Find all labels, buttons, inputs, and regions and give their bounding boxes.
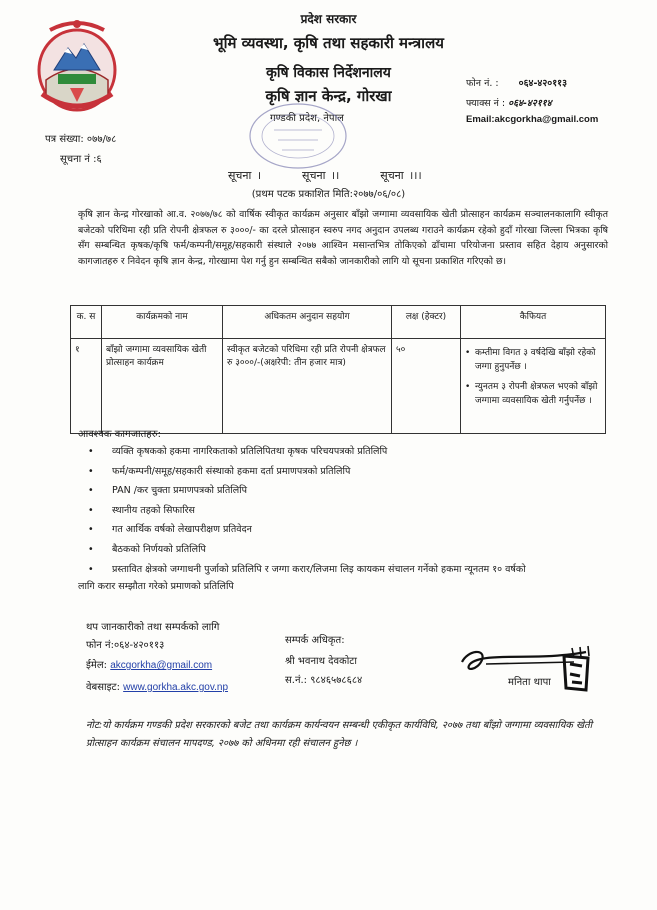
officer-name: श्री भवनाथ देवकोटा <box>285 656 357 667</box>
website-label: वेबसाइट: <box>86 682 120 693</box>
programme-table <box>70 305 606 434</box>
col-header-grant: अधिकतम अनुदान सहयोग <box>223 306 392 339</box>
list-item: • PAN /कर चुक्ता प्रमाणपत्रको प्रतिलिपि <box>88 481 608 501</box>
more-info-title: थप जानकारीको तथा सम्पर्कको लागि <box>86 622 220 633</box>
contact-email: Email:akcgorkha@gmail.com <box>466 114 599 125</box>
cell-sn: १ <box>71 339 102 434</box>
col-header-sn: क. स <box>71 306 102 339</box>
cell-remarks <box>461 339 606 434</box>
phone-number: ०६४-४२०११३ <box>518 78 568 89</box>
col-header-target: लक्ष (हेक्टर) <box>392 306 461 339</box>
cell-programme: बाँझो जग्गामा व्यवसायिक खेती प्रोत्साहन कार्यक्रम <box>102 339 223 434</box>
email-label: ईमेल: <box>86 660 108 671</box>
header-location: गण्डकी प्रदेश, नेपाल <box>270 113 344 124</box>
list-item: • स्थानीय तहको सिफारिस <box>88 501 608 521</box>
phone-label: फोन नं. : <box>466 78 499 89</box>
email-link[interactable]: akcgorkha@gmail.com <box>110 660 213 671</box>
office-stamp-icon <box>238 100 358 172</box>
officer-title: सम्पर्क अधिकृत: <box>285 635 345 646</box>
notice-heading-2: सूचना ।। <box>302 169 340 182</box>
list-item: • बैठकको निर्णयको प्रतिलिपि <box>88 540 608 560</box>
header-ministry: भूमि व्यवस्था, कृषि तथा सहकारी मन्त्रालय <box>213 34 444 52</box>
footer-note: नोट:यो कार्यक्रम गण्डकी प्रदेश सरकारको बजेट तथा कार्यक्रम कार्यन्वयन सम्बन्धी एकीकृत कार्यविधि, २०७७ तथा बाँझो जग्गामा व्यवसायिक खेती प्रोत्साहन कार्यक्रम संचालन मापदण्ड, २०७७ को अधिनमा रही संचालन हुनेछ । <box>86 720 593 749</box>
signatory-name: मनिता थापा <box>508 677 551 688</box>
notice-number: सूचना नं :६ <box>60 154 102 165</box>
table-header-row <box>71 306 606 339</box>
notice-heading <box>228 168 422 183</box>
remark-item: • कम्तीमा विगत ३ वर्षदेखि बाँझो रहेको जग्गा हुनुपर्नेछ । <box>465 346 601 374</box>
list-item: • गत आर्थिक वर्षको लेखापरीक्षण प्रतिवेदन <box>88 520 608 540</box>
list-item: • प्रस्तावित क्षेत्रको जग्गाधनी पुर्जाको प्रतिलिपि र जग्गा करार/लिजमा लिइ कायकम संचालन गर्नेको हकमा न्यूनतम १० वर्षको <box>88 560 608 580</box>
more-info-email-line <box>86 657 212 671</box>
cell-grant: स्वीकृत बजेटको परिधिमा रही प्रति रोपनी क्षेत्रफल रु ३०००/-(अक्षरेपी: तीन हजार मात्र) <box>223 339 392 434</box>
header-office: कृषि ज्ञान केन्द्र, गोरखा <box>265 87 392 105</box>
fax-number: ०६४-४२११४ <box>508 98 552 109</box>
col-header-remarks: कैफियत <box>461 306 606 339</box>
more-info-phone: फोन नं:०६४-४२०११३ <box>86 640 165 651</box>
letter-number: पत्र संख्या: ०७७/७८ <box>45 134 117 145</box>
table-row <box>71 339 606 434</box>
notice-heading-1: सूचना । <box>228 169 262 182</box>
list-item-continuation: लागि करार सम्झौता गरेको प्रमाणको प्रतिलिपि <box>78 581 234 593</box>
officer-mobile: स.नं.: ९८४६५७८६८४ <box>285 675 363 686</box>
website-link[interactable]: www.gorkha.akc.gov.np <box>123 682 229 693</box>
list-item: • फर्म/कम्पनी/समूह/सहकारी संस्थाको हकमा दर्ता प्रमाणपत्रको प्रतिलिपि <box>88 462 608 482</box>
signature-stamp-icon <box>558 652 594 694</box>
documents-list <box>78 442 608 595</box>
documents-title: आवश्यक कागजातहरु: <box>78 429 161 440</box>
published-date: (प्रथम पटक प्रकाशित मिति:२०७७/०६/०८) <box>251 189 406 200</box>
fax-line <box>466 96 552 109</box>
list-item: • व्यक्ति कृषकको हकमा नागरिकताको प्रतिलिपितथा कृषक परिचयपत्रको प्रतिलिपि <box>88 442 608 462</box>
phone-line <box>466 76 567 89</box>
cell-target: ५० <box>392 339 461 434</box>
header-directorate: कृषि विकास निर्देशनालय <box>266 65 391 81</box>
remark-item: • न्युनतम ३ रोपनी क्षेत्रफल भएको बाँझो जग्गामा व्यवसायिक खेती गर्नुपर्नेछ । <box>465 380 601 408</box>
notice-body: कृषि ज्ञान केन्द्र गोरखाको आ.व. २०७७/७८ को वार्षिक स्वीकृत कार्यक्रम अनुसार बाँझो जग्गामा व्यवसायिक खेती प्रोत्साहन कार्यक्रम सञ्चालनकालागि स्वीकृत बजेटको परिधिमा रही प्रति रोपनी क्षेत्रफल रु ३०००/- का दरले प्रोत्साहन स्वरुप नगद अनुदान उपलब्ध गराउने कार्यक्रम रहेको हुदाँ गोरखा जिल्ला भित्रका कृषि सँग सम्बन्धित कृषक/कृषि फर्म/कम्पनी/समूह/सहकारी संस्थाले २०७७ आश्विन मसान्तभित्र तोकिएको ढाँचामा परियोजना प्रस्ताव सहित देहाय अनुसारको कागजातहरु र निवेदन कृषि ज्ञान केन्द्र, गोरखामा पेश गर्नु हुन सम्बन्धित सबैको जानकारीको लागि यो सूचना प्रकाशित गरिएको छ। <box>78 209 608 267</box>
fax-label: फ्याक्स नं : <box>466 98 506 109</box>
header-province-government: प्रदेश सरकार <box>300 12 357 26</box>
notice-heading-3: सूचना ।।। <box>380 169 422 182</box>
col-header-programme: कार्यक्रमको नाम <box>102 306 223 339</box>
more-info-website-line <box>86 679 228 693</box>
